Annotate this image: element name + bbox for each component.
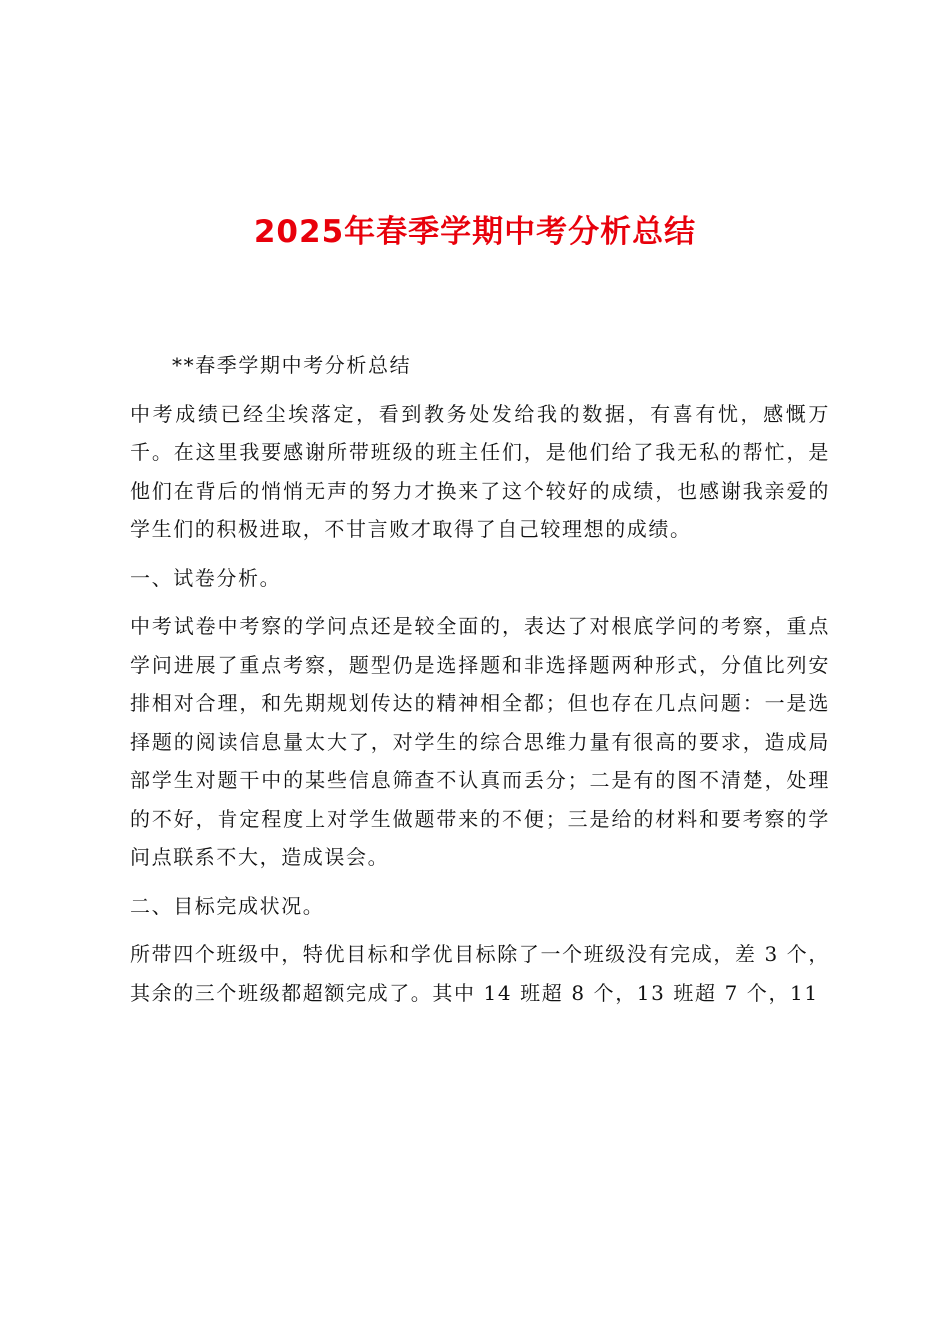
paragraph-exam-analysis: 中考试卷中考察的学问点还是较全面的，表达了对根底学问的考察，重点学问进展了重点考察，题型仍是选择题和非选择题两种形式，分值比列安排相对合理，和先期规划传达的精神相全都；但也存在几点问题：一是选择题的阅读信息量太大了，对学生的综合思维力量有很高的要求，造成局部学生对题干中的某些信息筛查不认真而丢分；二是有的图不清楚，处理的不好，肯定程度上对学生做题带来的不便；三是给的材料和要考察的学问点联系不大，造成误会。 (130, 614, 830, 869)
paragraph-intro: 中考成绩已经尘埃落定，看到教务处发给我的数据，有喜有忧，感慨万千。在这里我要感谢所带班级的班主任们，是他们给了我无私的帮忙，是他们在背后的悄悄无声的努力才换来了这个较好的成绩，也感谢我亲爱的学生们的积极进取，不甘言败才取得了自己较理想的成绩。 (130, 401, 830, 541)
section-heading-goal-completion: 二、目标完成状况。 (130, 893, 325, 918)
document-body (130, 346, 830, 1012)
document-subtitle: **春季学期中考分析总结 (172, 353, 412, 377)
paragraph-goal-completion: 所带四个班级中，特优目标和学优目标除了一个班级没有完成，差 3 个，其余的三个班级都超额完成了。其中 14 班超 8 个，13 班超 7 个，11 (130, 942, 830, 1005)
section-heading-exam-analysis: 一、试卷分析。 (130, 565, 282, 590)
document-title: 2025年春季学期中考分析总结 (253, 214, 697, 250)
